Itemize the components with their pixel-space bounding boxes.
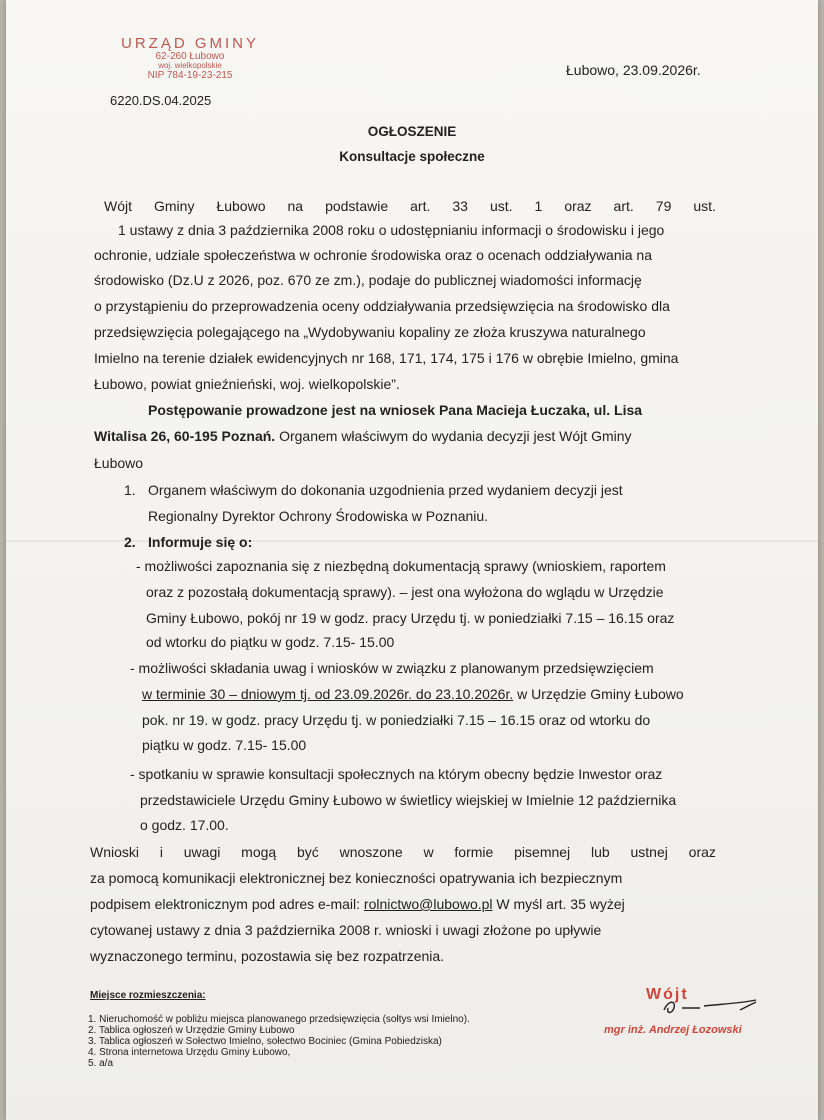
item-2-heading: Informuje się o:	[148, 534, 253, 550]
body-line: 1 ustawy z dnia 3 października 2008 roku o udostępnianiu informacji o środowisku i jego	[118, 222, 665, 238]
word: lub	[590, 844, 610, 860]
proceeding-line	[94, 428, 632, 444]
word: mogą	[241, 844, 277, 860]
word: Wnioski	[90, 844, 140, 860]
email-suffix: W myśl art. 35 wyżej	[492, 896, 625, 912]
item-1-text: Regionalny Dyrektor Ochrony Środowiska w Poznaniu.	[148, 508, 489, 524]
closing-line: za pomocą komunikacji elektronicznej bez konieczności opatrywania ich bezpiecznym	[90, 870, 623, 886]
word: art.	[613, 198, 634, 214]
body-line: środowisko (Dz.U z 2026, poz. 670 ze zm.), podaje do publicznej wiadomości informację	[94, 272, 642, 288]
document-number: 6220.DS.04.2025	[110, 93, 212, 108]
word: być	[297, 844, 319, 860]
stamp-office-name: URZĄD GMINY	[121, 35, 259, 52]
word: oraz	[688, 844, 716, 860]
item-1-number: 1.	[124, 482, 136, 498]
word: na	[287, 198, 304, 214]
applicant-address: Witalisa 26, 60-195 Poznań.	[94, 428, 276, 444]
bullet-2-text	[142, 686, 684, 702]
word: pisemnej	[514, 844, 571, 860]
placement-item: 5. a/a	[88, 1058, 114, 1069]
word: w	[423, 844, 434, 860]
word: art.	[410, 198, 431, 214]
email-link[interactable]: rolnictwo@lubowo.pl	[363, 896, 493, 912]
placement-item: 4. Strona internetowa Urzędu Gminy Łubowo,	[88, 1047, 291, 1058]
word: ustnej	[630, 844, 668, 860]
bullet-1-text: od wtorku do piątku w godz. 7.15- 15.00	[146, 634, 395, 650]
placement-heading: Miejsce rozmieszczenia:	[90, 990, 206, 1001]
word: 1	[534, 198, 543, 214]
document-subtitle: Konsultacje społeczne	[339, 149, 485, 164]
body-line: przedsięwzięcia polegającego na „Wydobywaniu kopaliny ze złoża kruszywa naturalnego	[94, 324, 646, 340]
signature-name: mgr inż. Andrzej Łozowski	[604, 1024, 742, 1036]
placement-item: 2. Tablica ogłoszeń w Urzędzie Gminy Łubowo	[88, 1025, 295, 1036]
bullet-1-text: oraz z pozostałą dokumentacją sprawy). – jest ona wyłożona do wglądu w Urzędzie	[146, 584, 664, 600]
signature-title: Wójt	[646, 986, 689, 1003]
closing-line	[90, 896, 625, 912]
bullet-3-text: o godz. 17.00.	[140, 817, 229, 833]
body-line: Imielno na terenie działek ewidencyjnych nr 168, 171, 174, 175 i 176 w obrębie Imielno, gmina	[94, 350, 679, 366]
item-1-text: Organem właściwym do dokonania uzgodnienia przed wydaniem decyzji jest	[148, 482, 623, 498]
bullet-2-text: pok. nr 19. w godz. pracy Urzędu tj. w poniedziałki 7.15 – 16.15 oraz od wtorku do	[142, 712, 651, 728]
placement-item: 1. Nieruchomość w pobliżu miejsca planowanego przedsięwzięcia (sołtys wsi Imielno).	[88, 1014, 470, 1025]
word: ust.	[489, 198, 513, 214]
closing-line	[90, 844, 716, 860]
bullet-3-text: - spotkaniu w sprawie konsultacji społecznych na którym obecny będzie Inwestor oraz	[130, 766, 663, 782]
deadline-text: w terminie 30 – dniowym tj. od 23.09.2026r. do 23.10.2026r.	[142, 686, 514, 702]
bullet-1-text: - możliwości zapoznania się z niezbędną dokumentacją sprawy (wnioskiem, raportem	[136, 558, 666, 574]
closing-line: cytowanej ustawy z dnia 3 października 2008 r. wnioski i uwagi złożone po upływie	[90, 922, 602, 938]
closing-line: wyznaczonego terminu, pozostawia się bez rozpatrzenia.	[90, 948, 445, 964]
office-stamp	[100, 36, 280, 81]
word: oraz	[564, 198, 592, 214]
document-date: Łubowo, 23.09.2026r.	[566, 62, 701, 78]
body-line: o przystąpieniu do przeprowadzenia oceny oddziaływania przedsięwzięcia na środowisko dla	[94, 298, 670, 314]
body-line	[104, 198, 716, 214]
word: 79	[655, 198, 672, 214]
document-title: OGŁOSZENIE	[367, 124, 457, 139]
word: podstawie	[325, 198, 389, 214]
word: Wójt	[104, 198, 132, 214]
bullet-2-office: w Urzędzie Gminy Łubowo	[513, 686, 684, 702]
item-2-number: 2.	[124, 534, 136, 550]
word: Łubowo	[216, 198, 266, 214]
bullet-1-text: Gminy Łubowo, pokój nr 19 w godz. pracy Urzędu tj. w poniedziałki 7.15 – 16.15 oraz	[146, 610, 675, 626]
word: wnoszone	[339, 844, 403, 860]
word: uwagi	[183, 844, 221, 860]
body-line: ochronie, udziale społeczeństwa w ochronie środowiska oraz o ocenach oddziaływania na	[94, 247, 652, 263]
handwritten-signature	[660, 996, 760, 1018]
stamp-nip: NIP 784-19-23-215	[147, 69, 233, 81]
proceeding-text: Organem właściwym do wydania decyzji jest Wójt Gminy	[279, 428, 632, 444]
word: 33	[452, 198, 468, 214]
proceeding-line: Łubowo	[94, 455, 144, 471]
bullet-2-text: piątku w godz. 7.15- 15.00	[142, 737, 307, 753]
proceeding-line: Postępowanie prowadzone jest na wniosek Pana Macieja Łuczaka, ul. Lisa	[148, 402, 643, 418]
bullet-3-text: przedstawiciele Urzędu Gminy Łubowo w świetlicy wiejskiej w Imielnie 12 października	[140, 792, 677, 808]
stamp-region: woj. wielkopolskie	[158, 61, 222, 71]
bullet-2-text: - możliwości składania uwag i wniosków w związku z planowanym przedsięwzięciem	[130, 660, 654, 676]
word: Gminy	[154, 198, 195, 214]
stamp-address: 62-260 Łubowo	[155, 50, 225, 62]
body-line: Łubowo, powiat gnieźnieński, woj. wielkopolskie”.	[94, 376, 400, 392]
word: i	[159, 844, 163, 860]
email-prefix: podpisem elektronicznym pod adres e-mail:	[90, 896, 364, 912]
word: formie	[454, 844, 494, 860]
placement-item: 3. Tablica ogłoszeń w Sołectwo Imielno, sołectwo Bociniec (Gmina Pobiedziska)	[88, 1036, 442, 1047]
word: ust.	[693, 198, 716, 214]
